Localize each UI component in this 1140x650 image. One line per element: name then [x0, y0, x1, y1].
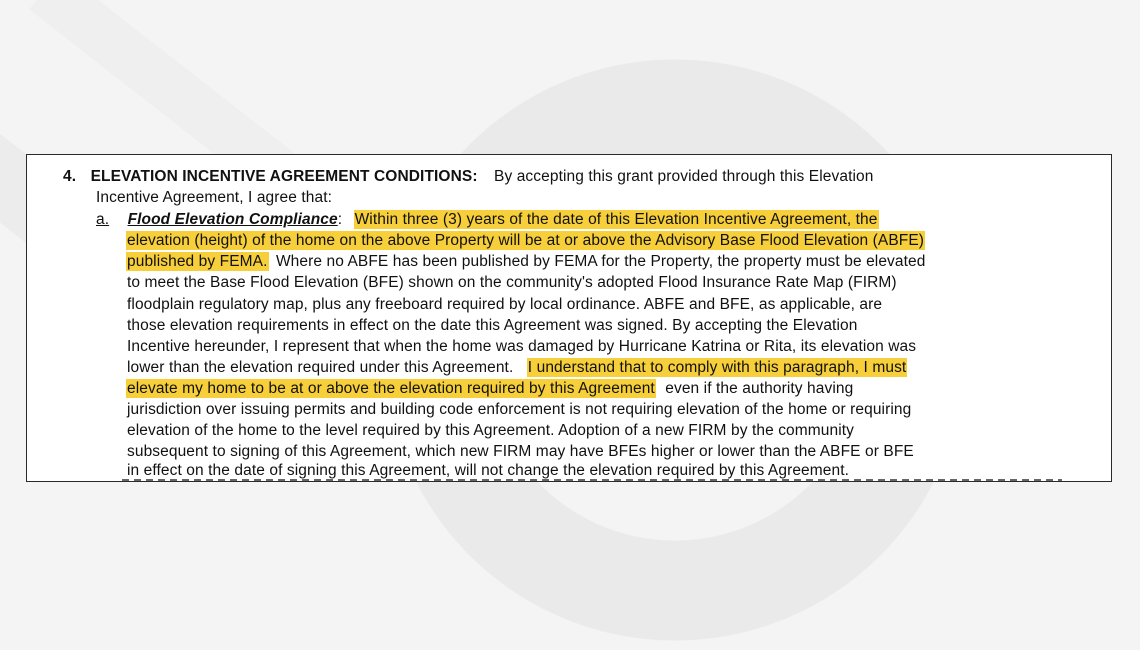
item-text: even if the authority having [665, 380, 854, 397]
highlighted-text: I understand that to comply with this paragraph, I must [527, 359, 907, 376]
highlighted-text: elevate my home to be at or above the elevation required by this Agreement [127, 380, 655, 397]
item-a-line-1 [96, 210, 1051, 230]
item-text: lower than the elevation required under this Agreement. [127, 359, 514, 376]
item-title-colon: : [337, 211, 343, 228]
section-number: 4. [63, 168, 77, 185]
document-excerpt [26, 154, 1112, 482]
section-intro: By accepting this grant provided through this Elevation [494, 168, 874, 185]
item-a-line-9 [127, 379, 853, 399]
highlighted-text: elevation (height) of the home on the above Property will be at or above the Advisory Base Flood Elevation (ABFE) [127, 232, 925, 249]
item-a-line-2 [127, 231, 924, 251]
item-a-line-13: in effect on the date of signing this Agreement, will not change the elevation required by this Agreement. [127, 462, 850, 479]
cut-off-next-line [122, 479, 1062, 482]
item-marker: a. [96, 211, 110, 228]
item-a-line-5: floodplain regulatory map, plus any freeboard required by local ordinance. ABFE and BFE, as applicable, are [127, 296, 883, 313]
highlighted-text: published by FEMA. [127, 253, 268, 270]
item-a-line-3 [127, 252, 925, 272]
section-heading-line [63, 167, 1053, 187]
section-intro-line2: Incentive Agreement, I agree that: [96, 189, 333, 206]
item-title: Flood Elevation Compliance [127, 211, 338, 228]
item-a-line-7: Incentive hereunder, I represent that when the home was damaged by Hurricane Katrina or Rita, its elevation was [127, 338, 917, 355]
item-a-line-12: subsequent to signing of this Agreement, which new FIRM may have BFEs higher or lower than the ABFE or BFE [127, 443, 914, 460]
item-a-line-4: to meet the Base Flood Elevation (BFE) shown on the community's adopted Flood Insurance Rate Map (FIRM) [127, 274, 897, 291]
item-a-line-6: those elevation requirements in effect on the date this Agreement was signed. By accepting the Elevation [127, 317, 858, 334]
item-text: Where no ABFE has been published by FEMA for the Property, the property must be elevated [275, 253, 926, 270]
item-a-line-11: elevation of the home to the level required by this Agreement. Adoption of a new FIRM by the community [127, 422, 855, 439]
item-a-line-10: jurisdiction over issuing permits and building code enforcement is not requiring elevation of the home or requiring [127, 401, 912, 418]
section-heading: ELEVATION INCENTIVE AGREEMENT CONDITIONS: [90, 168, 478, 185]
item-a-line-8 [127, 358, 906, 378]
highlighted-text: Within three (3) years of the date of this Elevation Incentive Agreement, the [354, 211, 878, 228]
